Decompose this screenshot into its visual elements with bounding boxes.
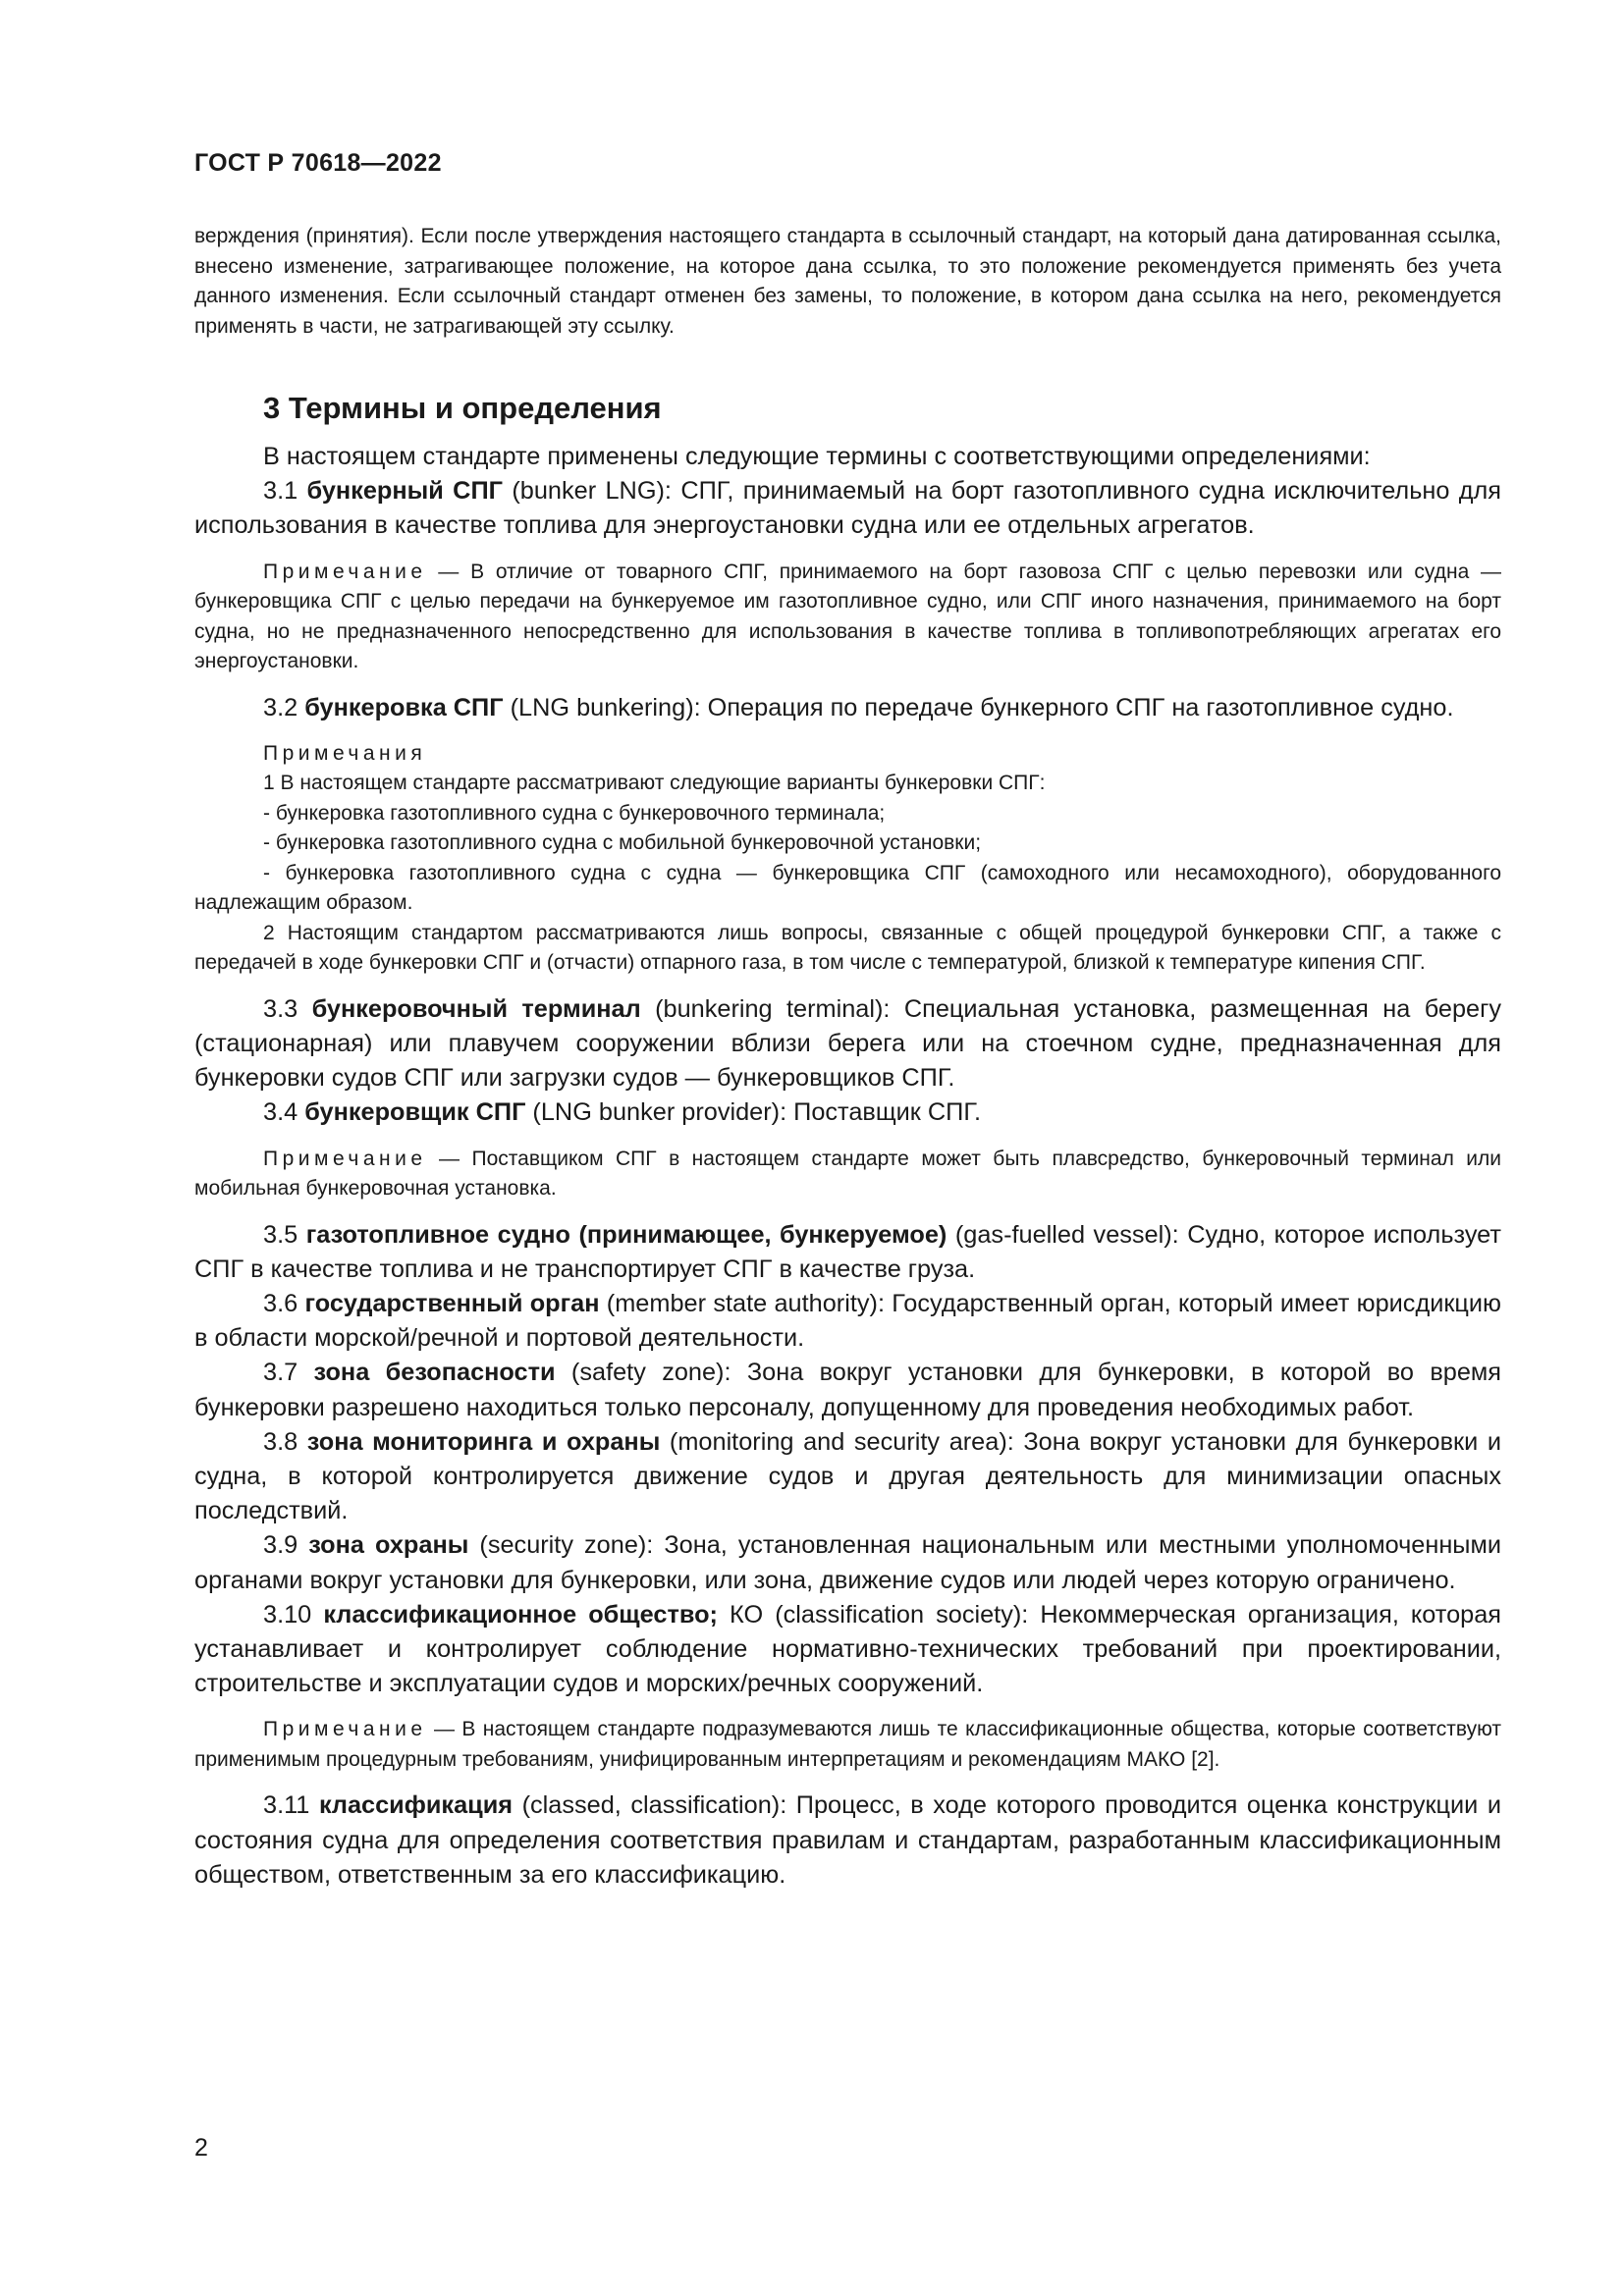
term-definition: (security zone): Зона, установленная национальным или местными уполномоченными органами вокруг установки для бункеровки, или зона, движение судов или людей через которую ограничено.: [194, 1531, 1502, 1594]
term-definition: (safety zone): Зона вокруг установки для бункеровки, в которой во время бункеровки разрешено находиться только персоналу, допущенному для проведения необходимых работ.: [194, 1359, 1501, 1421]
term-definition: (LNG bunker provider): Поставщик СПГ.: [525, 1098, 981, 1127]
term-definition: (bunkering terminal): Специальная установка, размещенная на берегу (стационарная) или плавучем сооружении вблизи берега или на стоечном судне, предназначенная для бункеровки судов СПГ или загрузки судов — бункеровщиков СПГ.: [194, 994, 1501, 1093]
note-label: Примечание: [263, 1147, 427, 1170]
note-3-1: Примечание — В отличие от товарного СПГ, принимаемого на борт газовоза СПГ с целью перевозки или судна — бункеровщика СПГ с целью передачи на бункеруемое им газотопливное судно, или СПГ иного назначения, принимаемого на борт судна, но не предназначенного непосредственно для использования в качестве топлива в топливопотребляющих агрегатах его энергоустановки.: [194, 560, 1501, 673]
term-name: бункеровщик СПГ: [304, 1098, 526, 1127]
term-3-11: [194, 1789, 1501, 1893]
notes-3-2-item-1: 1 В настоящем стандарте рассматривают следующие варианты бункеровки СПГ:: [263, 772, 1046, 795]
term-number: 3.9: [263, 1531, 309, 1560]
note-3-4: Примечание — Поставщиком СПГ в настоящем стандарте может быть плавсредство, бункеровочный терминал или мобильная бункеровочная установка.: [194, 1147, 1502, 1201]
term-3-2: [194, 691, 1501, 725]
term-name: классификационное общество;: [323, 1600, 718, 1629]
term-number: 3.8: [263, 1427, 307, 1456]
note-label: Примечание: [263, 560, 427, 583]
term-3-3: [194, 992, 1501, 1096]
term-number: 3.5: [263, 1220, 306, 1249]
term-name: зона охраны: [308, 1531, 469, 1560]
note-text: В отличие от товарного СПГ, принимаемого на борт газовоза СПГ с целью перевозки или судна — бункеровщика СПГ с целью передачи на бункеруемое им газотопливное судно, или СПГ иного назначения, принимаемого на борт судна, но не предназначенного непосредственно для использования в качестве топлива в топливопотребляющих агрегатах его энергоустановки.: [194, 560, 1501, 673]
term-definition: (gas-fuelled vessel): Судно, которое использует СПГ в качестве топлива и не транспортирует СПГ в качестве груза.: [194, 1220, 1501, 1283]
page-content: [194, 222, 1501, 1893]
term-name: бункерный СПГ: [306, 477, 503, 506]
term-3-4: [194, 1095, 1501, 1130]
term-name: газотопливное судно (принимающее, бункеруемое): [305, 1220, 947, 1249]
document-header: ГОСТ Р 70618—2022: [194, 149, 442, 177]
term-number: 3.3: [263, 994, 312, 1023]
notes-3-2-bullet-1: - бункеровка газотопливного судна с бункеровочного терминала;: [263, 801, 886, 825]
term-name: государственный орган: [304, 1290, 600, 1318]
note-text: В настоящем стандарте подразумеваются лишь те классификационные общества, которые соответствуют применимым процедурным требованиям, унифицированным интерпретациям и рекомендациям МАКО [2].: [194, 1718, 1501, 1771]
term-number: 3.4: [263, 1098, 305, 1127]
term-definition: (classed, classification): Процесс, в ходе которого проводится оценка конструкции и состояния судна для определения соответствия правилам и стандартам, разработанным классификационным обществом, ответственным за его классификацию.: [194, 1791, 1501, 1889]
term-3-10: [194, 1598, 1501, 1702]
term-name: зона мониторинга и охраны: [306, 1427, 661, 1456]
note-label: Примечание: [263, 1718, 427, 1741]
section-title: 3 Термины и определения: [263, 391, 662, 425]
note-text: Поставщиком СПГ в настоящем стандарте может быть плавсредство, бункеровочный терминал или мобильная бункеровочная установка.: [194, 1147, 1502, 1201]
term-number: 3.11: [263, 1791, 319, 1820]
term-number: 3.6: [263, 1290, 305, 1318]
term-number: 3.1: [263, 477, 307, 506]
section-lead: В настоящем стандарте применены следующие термины с соответствующими определениями:: [263, 443, 1371, 470]
notes-3-2-bullet-3: - бункеровка газотопливного судна с судна — бункеровщика СПГ (самоходного или несамоходного), оборудованного надлежащим образом.: [194, 861, 1501, 915]
term-number: 3.7: [263, 1359, 314, 1387]
term-3-1: [194, 474, 1501, 543]
page-number: 2: [194, 2134, 208, 2162]
notes-3-2-label: Примечания: [263, 741, 427, 765]
term-3-7: [194, 1356, 1501, 1424]
term-definition: (member state authority): Государственный орган, который имеет юрисдикцию в области морской/речной и портовой деятельности.: [194, 1290, 1501, 1353]
notes-3-2-item-2: 2 Настоящим стандартом рассматриваются лишь вопросы, связанные с общей процедурой бункеровки СПГ, а также с передачей в ходе бункеровки СПГ и (отчасти) отпарного газа, в том числе с температурой, близкой к температуре кипения СПГ.: [194, 921, 1501, 975]
notes-3-2-bullet-2: - бункеровка газотопливного судна с мобильной бункеровочной установки;: [263, 831, 982, 855]
term-3-8: [194, 1425, 1501, 1529]
term-number: 3.10: [263, 1600, 324, 1629]
term-name: бункеровочный терминал: [311, 994, 641, 1023]
term-number: 3.2: [263, 693, 305, 721]
term-definition: (LNG bunkering): Операция по передаче бункерного СПГ на газотопливное судно.: [503, 693, 1454, 721]
term-name: бункеровка СПГ: [304, 693, 504, 721]
term-3-9: [194, 1528, 1501, 1597]
term-definition: (bunker LNG): СПГ, принимаемый на борт газотопливного судна исключительно для использования в качестве топлива для энергоустановки судна или ее отдельных агрегатов.: [194, 477, 1501, 540]
term-definition: КО (classification society): Некоммерческая организация, которая устанавливает и контролирует соблюдение нормативно-технических требований при проектировании, строительстве и эксплуатации судов и морских/речных сооружений.: [194, 1600, 1501, 1698]
note-3-10: Примечание — В настоящем стандарте подразумеваются лишь те классификационные общества, которые соответствуют применимым процедурным требованиям, унифицированным интерпретациям и рекомендациям МАКО [2].: [194, 1718, 1501, 1771]
term-3-6: [194, 1287, 1501, 1356]
term-name: классификация: [318, 1791, 514, 1820]
intro-paragraph: верждения (принятия). Если после утверждения настоящего стандарта в ссылочный стандарт, на который дана датированная ссылка, внесено изменение, затрагивающее положение, на которое дана ссылка, то это положение рекомендуется применять без учета данного изменения. Если ссылочный стандарт отменен без замены, то положение, в котором дана ссылка на него, рекомендуется применять в части, не затрагивающей эту ссылку.: [194, 225, 1501, 338]
term-definition: (monitoring and security area): Зона вокруг установки для бункеровки и судна, в которой контролируется движение судов и другая деятельность для минимизации опасных последствий.: [194, 1427, 1501, 1525]
term-3-5: [194, 1218, 1501, 1287]
term-name: зона безопасности: [313, 1359, 556, 1387]
